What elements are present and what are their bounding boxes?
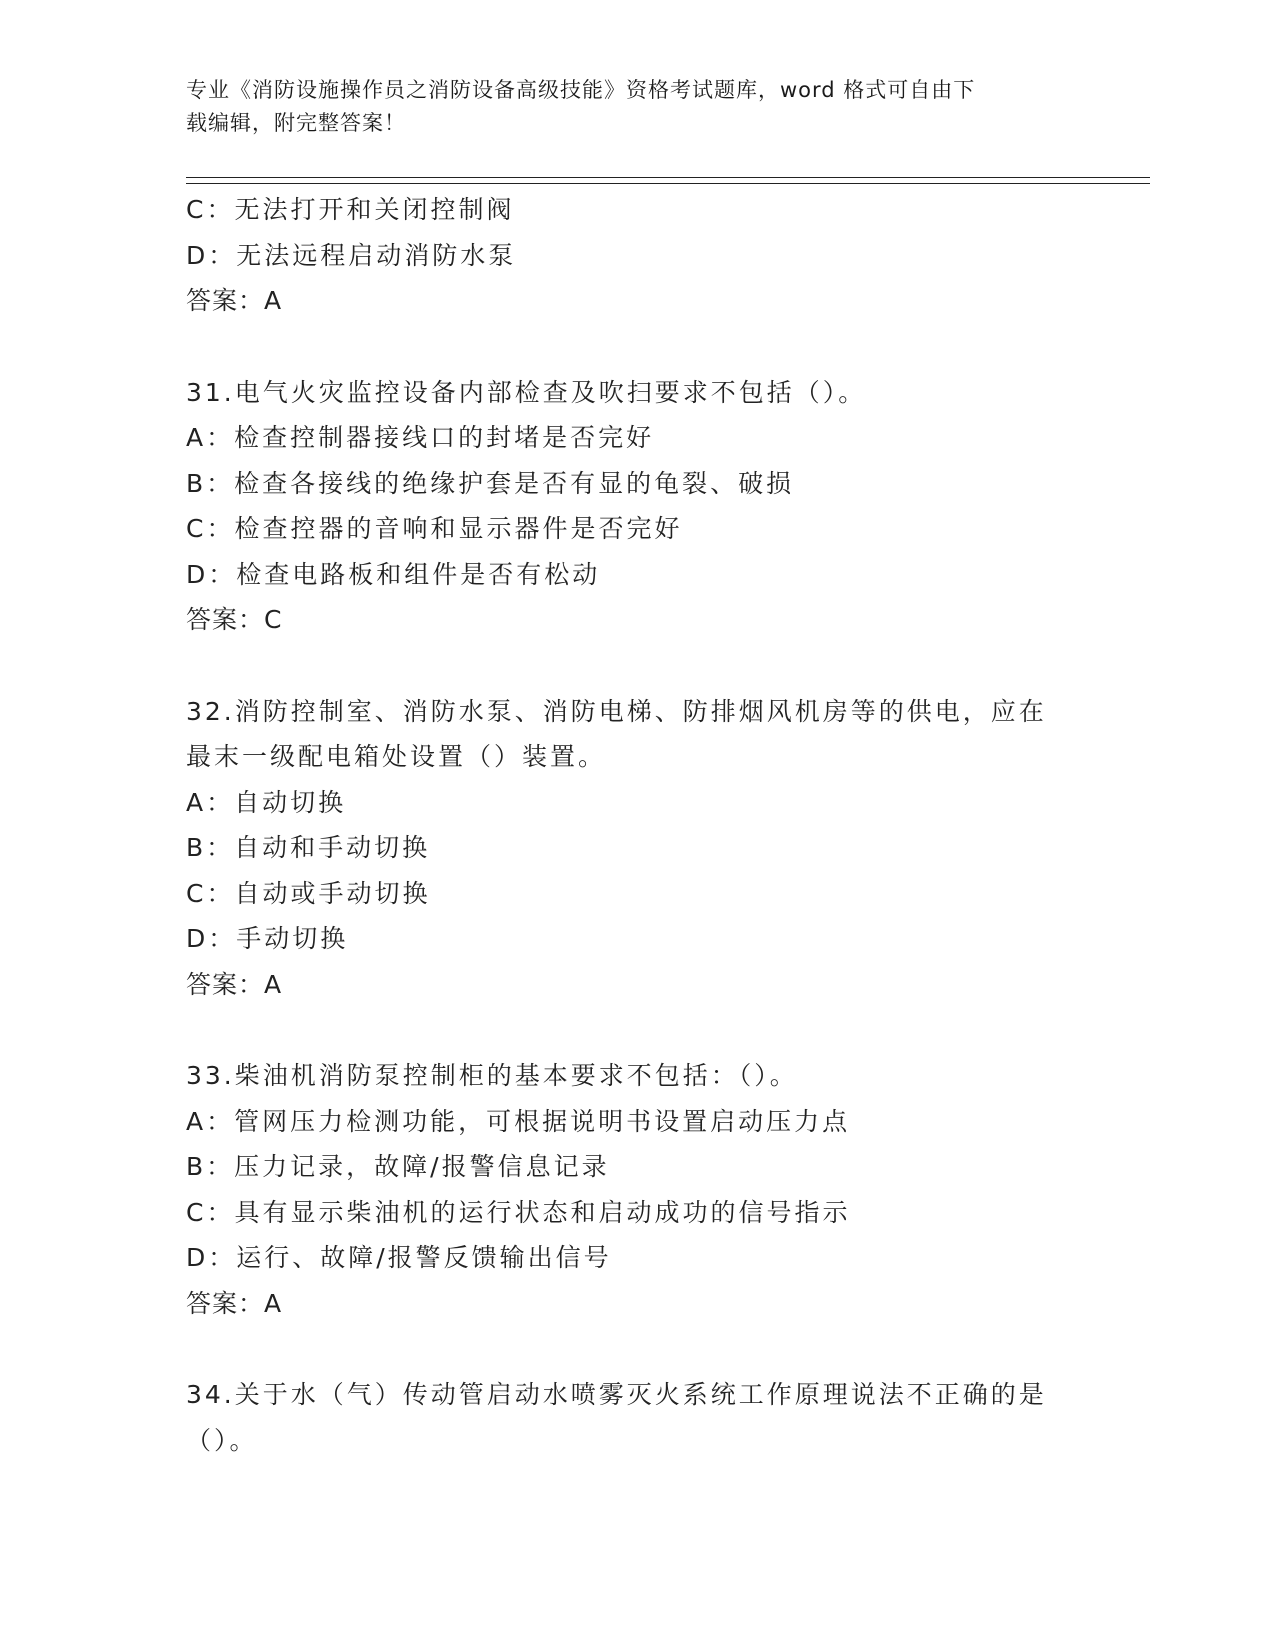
spacer: [186, 1007, 1086, 1053]
document-header: [186, 74, 1066, 140]
header-line-2: 载编辑，附完整答案！: [186, 111, 406, 135]
spacer: [186, 643, 1086, 689]
answer: 答案：A: [186, 1288, 283, 1318]
header-line-1: 专业《消防设施操作员之消防设备高级技能》资格考试题库，word 格式可自由下: [186, 78, 976, 102]
option-c: C：具有显示柴油机的运行状态和启动成功的信号指示: [186, 1197, 851, 1227]
option-c: C：无法打开和关闭控制阀: [186, 195, 515, 224]
option-d: D：运行、故障/报警反馈输出信号: [186, 1243, 612, 1272]
spacer: [186, 324, 1086, 370]
option-a: A：检查控制器接线口的封堵是否完好: [186, 423, 655, 452]
option-d: D：检查电路板和组件是否有松动: [186, 559, 601, 589]
spacer: [186, 1326, 1086, 1372]
option-d: D：手动切换: [186, 924, 349, 953]
option-b: B：检查各接线的绝缘护套是否有显的龟裂、破损: [186, 468, 795, 498]
question-stem: 33.柴油机消防泵控制柜的基本要求不包括：（）。: [186, 1061, 798, 1090]
header-divider-bottom: [186, 183, 1150, 184]
answer: 答案：C: [186, 605, 283, 634]
question-stem-line-2: （）。: [186, 1425, 258, 1455]
answer: 答案：A: [186, 286, 283, 315]
question-32: [186, 689, 1086, 1008]
question-stem-line-1: 34.关于水（气）传动管启动水喷雾灭火系统工作原理说法不正确的是: [186, 1380, 1047, 1409]
question-stem-line-2: 最末一级配电箱处设置（）装置。: [186, 742, 607, 771]
question-stem: 31.电气火灾监控设备内部检查及吹扫要求不包括（）。: [186, 377, 867, 407]
question-content: [186, 187, 1086, 1463]
option-d: D：无法远程启动消防水泵: [186, 240, 517, 270]
question-stem-line-1: 32.消防控制室、消防水泵、消防电梯、防排烟风机房等的供电，应在: [186, 696, 1047, 726]
option-b: B：自动和手动切换: [186, 833, 431, 862]
option-a: A：自动切换: [186, 787, 347, 817]
option-c: C：自动或手动切换: [186, 878, 431, 908]
question-33: [186, 1053, 1086, 1326]
option-a: A：管网压力检测功能，可根据说明书设置启动压力点: [186, 1106, 851, 1136]
answer: 答案：A: [186, 969, 283, 999]
question-30-tail: [186, 187, 1086, 324]
question-34: [186, 1372, 1086, 1463]
header-divider-top: [186, 177, 1150, 178]
option-c: C：检查控器的音响和显示器件是否完好: [186, 514, 683, 543]
option-b: B：压力记录，故障/报警信息记录: [186, 1152, 610, 1181]
question-31: [186, 370, 1086, 643]
